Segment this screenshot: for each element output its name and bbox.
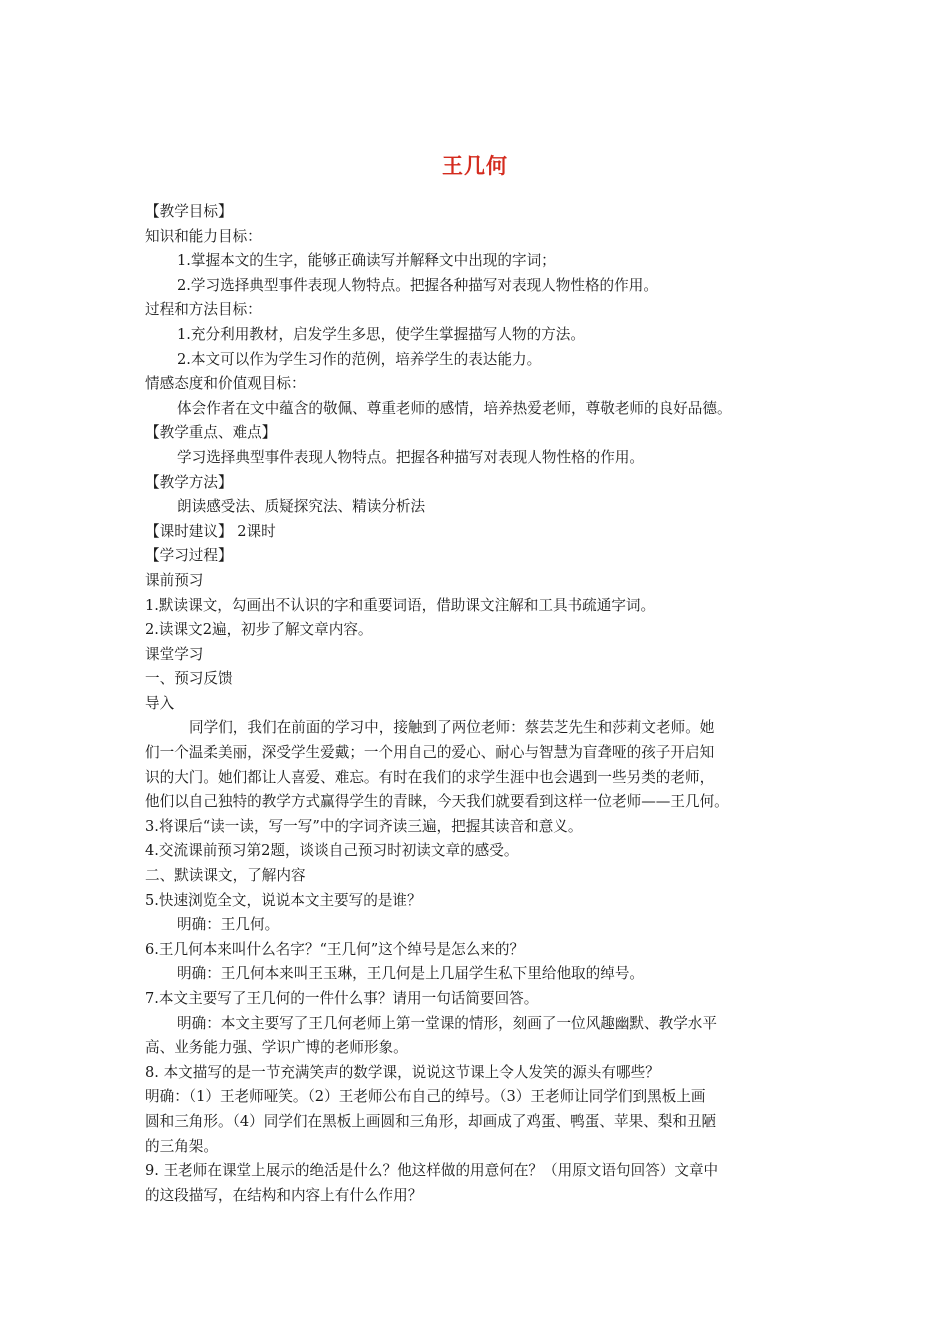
text-line: 课堂学习 (145, 645, 204, 663)
text-line: 他们以自己独特的教学方式赢得学生的青睐，今天我们就要看到这样一位老师——王几何。 (145, 793, 729, 811)
text-line: 二、默读课文，了解内容 (145, 867, 306, 885)
text-line: 【教学方法】 (145, 473, 233, 491)
text-line: 导入 (145, 694, 175, 712)
text-line: 5.快速浏览全文，说说本文主要写的是谁？ (145, 891, 422, 909)
text-line: 4.交流课前预习第2题，谈谈自己预习时初读文章的感受。 (145, 842, 519, 860)
text-line: 【教学目标】 (145, 203, 233, 220)
text-line: 2.学习选择典型事件表现人物特点。把握各种描写对表现人物性格的作用。 (177, 276, 658, 294)
text-line: 3.将课后“读一读，写一写”中的字词齐读三遍，把握其读音和意义。 (145, 817, 583, 835)
text-line: 明确：王几何本来叫王玉琳，王几何是上几届学生私下里给他取的绰号。 (177, 965, 645, 983)
text-line: 2.读课文2遍，初步了解文章内容。 (145, 621, 373, 639)
text-line: 【课时建议】 2课时 (145, 522, 276, 540)
text-line: 的这段描写，在结构和内容上有什么作用？ (145, 1186, 423, 1204)
document-title: 王几何 (442, 154, 508, 178)
text-line: 9. 王老师在课堂上展示的绝活是什么？他这样做的用意何在？（用原文语句回答）文章中 (145, 1162, 719, 1180)
text-line: 高、业务能力强、学识广博的老师形象。 (145, 1039, 408, 1057)
text-line: 6.王几何本来叫什么名字？“王几何”这个绰号是怎么来的？ (145, 940, 525, 958)
text-line: 1.掌握本文的生字，能够正确读写并解释文中出现的字词； (177, 252, 556, 270)
text-line: 情感态度和价值观目标： (145, 375, 306, 393)
text-line: 们一个温柔美丽，深受学生爱戴；一个用自己的爱心、耐心与智慧为盲聋哑的孩子开启知 (145, 744, 715, 762)
text-line: 明确：本文主要写了王几何老师上第一堂课的情形，刻画了一位风趣幽默、教学水平 (177, 1014, 717, 1032)
text-line: 【学习过程】 (145, 547, 233, 565)
text-line: 明确：（1）王老师哑笑。（2）王老师公布自己的绰号。（3）王老师让同学们到黑板上画 (145, 1088, 706, 1106)
text-line: 一、预习反馈 (145, 670, 233, 688)
text-line: 的三角架。 (145, 1137, 218, 1155)
text-line: 1.充分利用教材，启发学生多思，使学生掌握描写人物的方法。 (177, 325, 585, 343)
document-body (145, 200, 810, 1208)
text-line: 明确：王几何。 (177, 916, 280, 934)
text-line: 2.本文可以作为学生习作的范例，培养学生的表达能力。 (177, 350, 542, 368)
text-line: 1.默读课文，勾画出不认识的字和重要词语，借助课文注解和工具书疏通字词。 (145, 596, 656, 614)
text-line: 7.本文主要写了王几何的一件什么事？请用一句话简要回答。 (145, 990, 539, 1007)
text-line: 过程和方法目标： (145, 301, 262, 319)
text-line: 体会作者在文中蕴含的敬佩、尊重老师的感情，培养热爱老师，尊敬老师的良好品德。 (177, 399, 732, 417)
text-line: 圆和三角形。（4）同学们在黑板上画圆和三角形，却画成了鸡蛋、鸭蛋、苹果、梨和丑陋 (145, 1112, 717, 1130)
text-line: 【教学重点、难点】 (145, 424, 277, 442)
text-line: 识的大门。她们都让人喜爱、难忘。有时在我们的求学生涯中也会遇到一些另类的老师， (145, 768, 715, 786)
text-line: 知识和能力目标： (145, 227, 262, 245)
text-line: 朗读感受法、质疑探究法、精读分析法 (177, 498, 426, 516)
text-line: 8. 本文描写的是一节充满笑声的数学课，说说这节课上令人发笑的源头有哪些？ (145, 1063, 660, 1081)
text-line: 同学们，我们在前面的学习中，接触到了两位老师：蔡芸芝先生和莎莉文老师。她 (189, 719, 715, 737)
text-line: 学习选择典型事件表现人物特点。把握各种描写对表现人物性格的作用。 (177, 448, 645, 466)
text-line: 课前预习 (145, 571, 204, 589)
